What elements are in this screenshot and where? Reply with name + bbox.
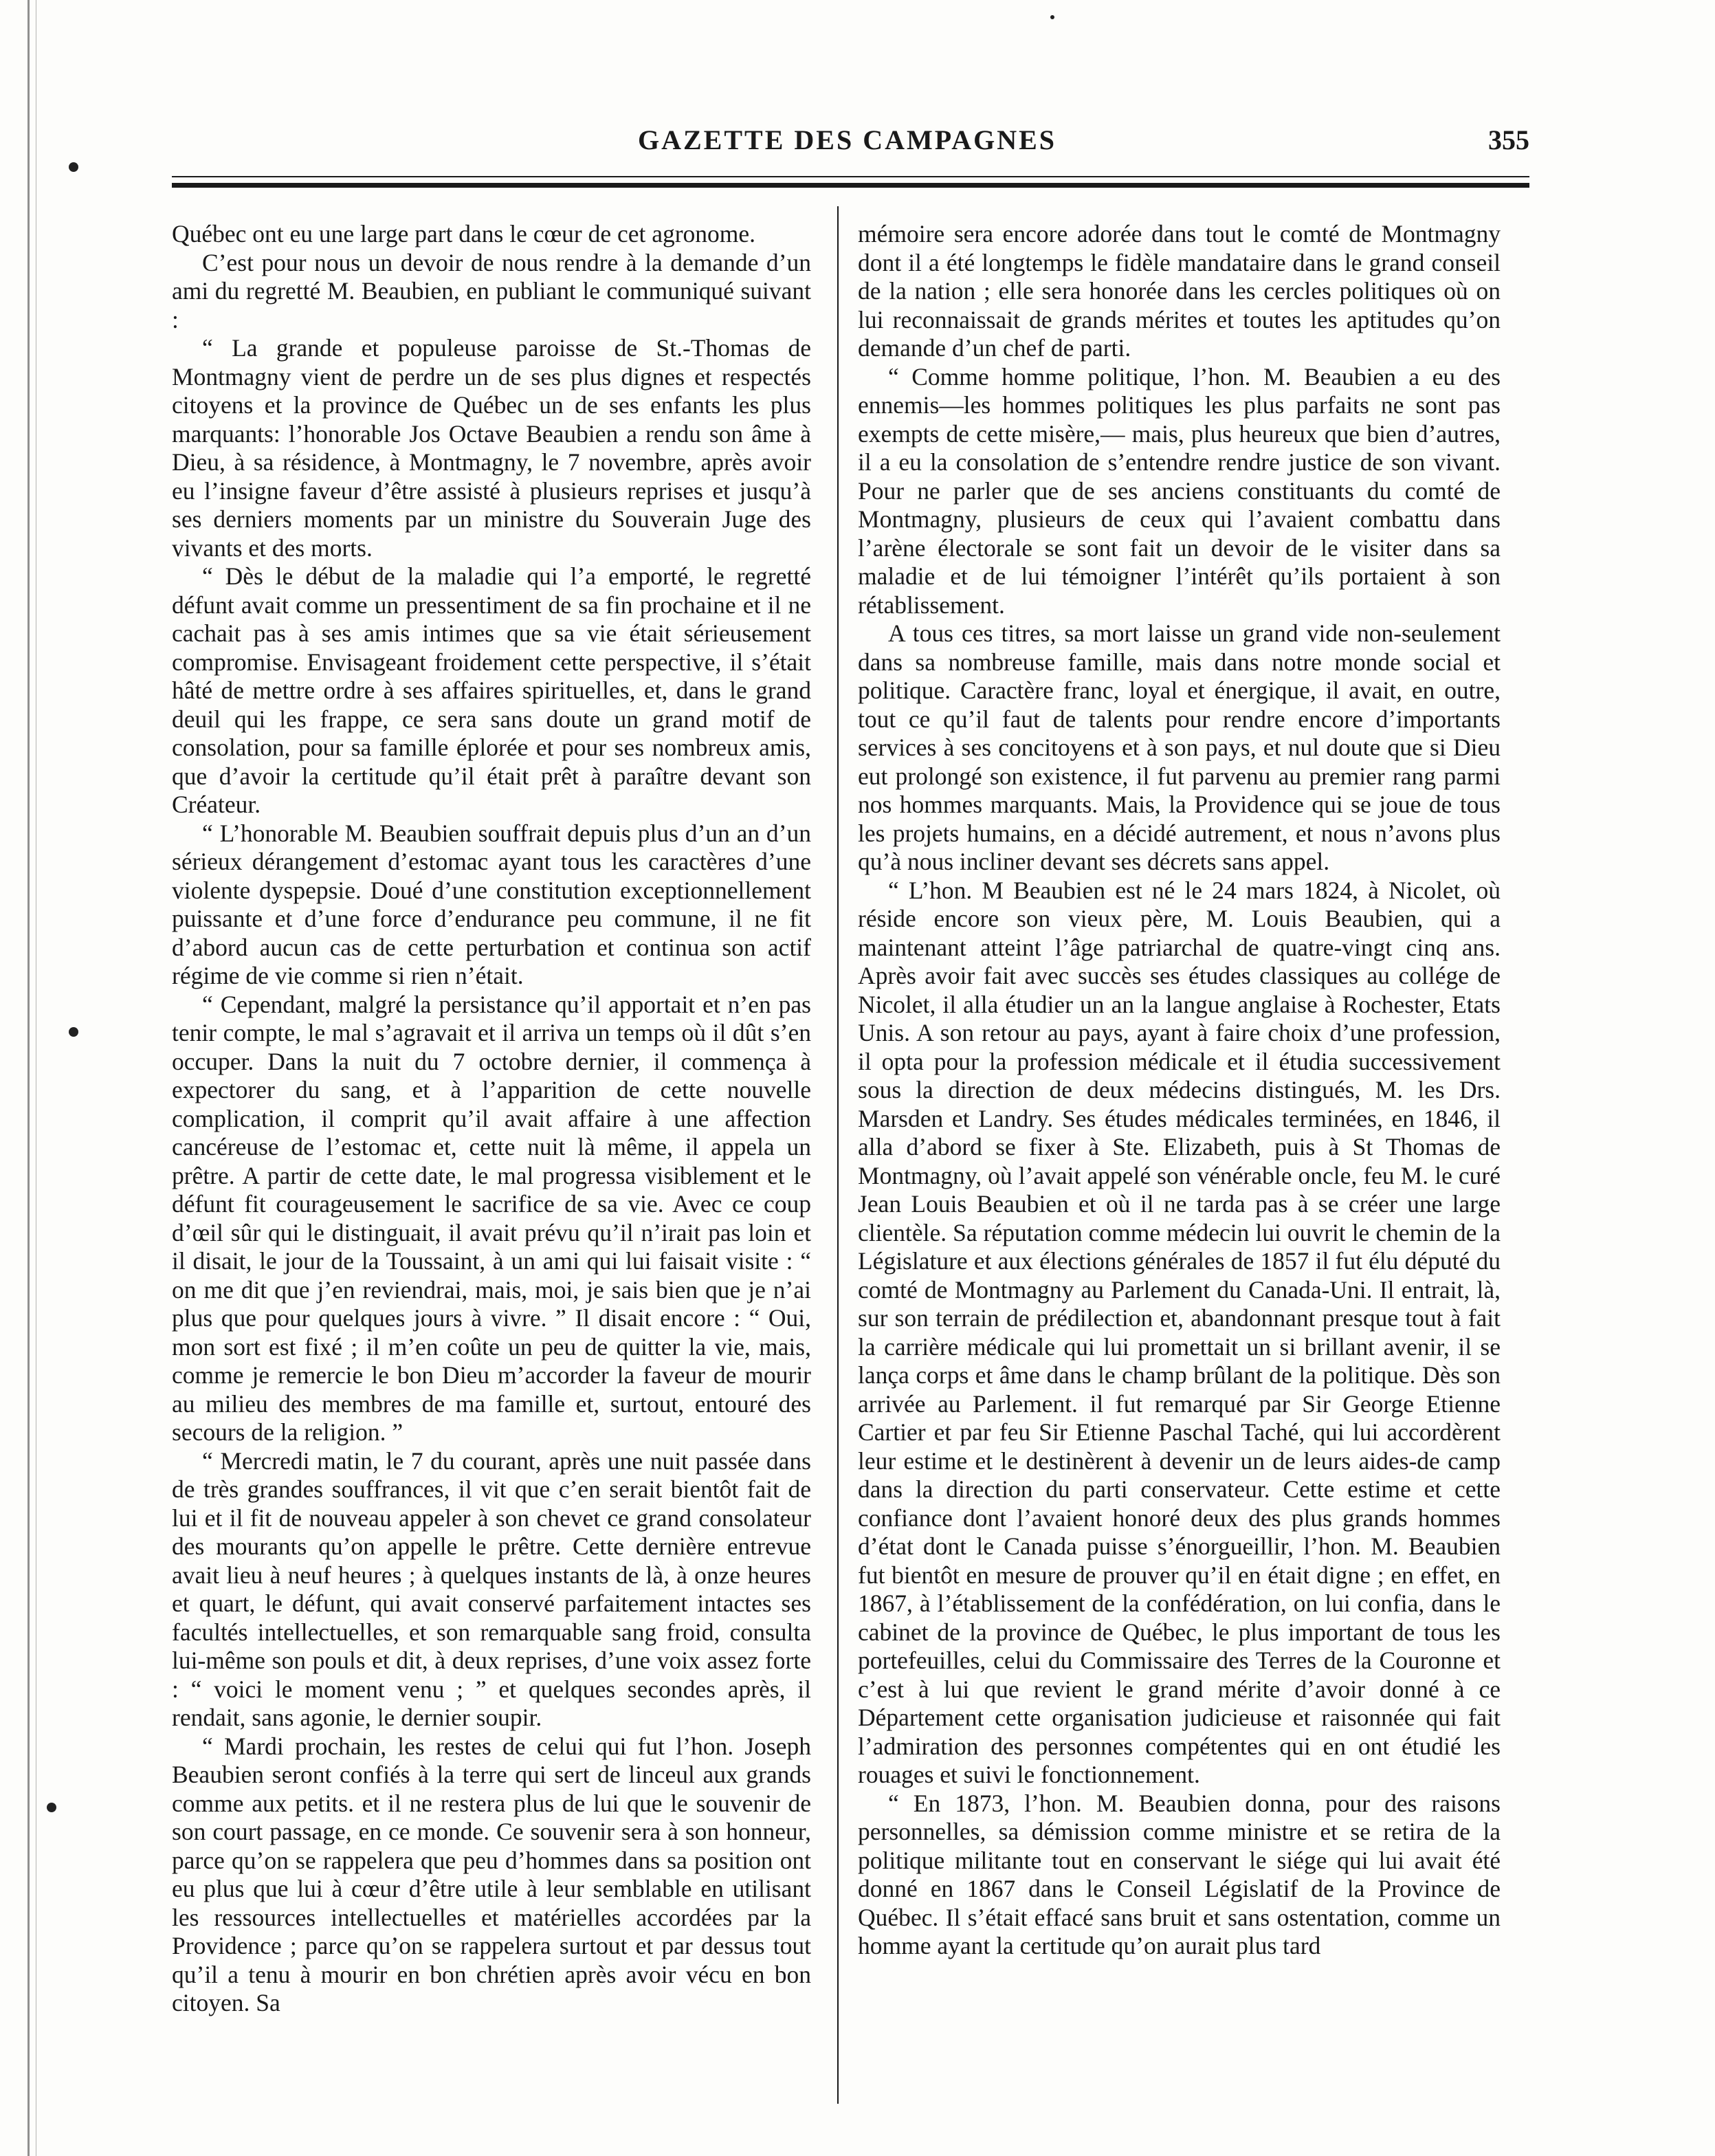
ink-blot-mark xyxy=(1050,15,1054,19)
column-divider xyxy=(837,206,839,2104)
paragraph: “ L’hon. M Beaubien est né le 24 mars 1824, à Nicolet, où réside encore son vieux père, M. Louis Beaubien, qui a maintenant atteint l’âge patriarchal de quatre-vingt cinq ans. Après avoir fait avec succès ses études classiques au collége de Nicolet, il alla étudier un an la langue anglaise à Rochester, Etats Unis. A son retour au pays, ayant à faire choix d’une profession, il opta pour la profession médicale et il étudia successivement sous la direction de deux médecins distingués, M. les Drs. Marsden et Landry. Ses études médicales terminées, en 1846, il alla d’abord se fixer à Ste. Elizabeth, puis à St Thomas de Montmagny, où l’avait appelé son vénérable oncle, feu M. le curé Jean Louis Beaubien et où il ne tarda pas à se créer une large clientèle. Sa réputation comme médecin lui ouvrit le chemin de la Législature et aux élections générales de 1857 il fut élu député du comté de Montmagny au Parlement du Canada-Uni. Il entrait, là, sur son terrain de prédilection et, abandonnant presque tout à fait la carrière médicale qui lui promettait un si brillant avenir, il se lança corps et âme dans le champ brûlant de la politique. Dès son arrivée au Parlement. il fut remarqué par Sir George Etienne Cartier et par feu Sir Etienne Paschal Taché, qui lui accordèrent leur estime et le destinèrent à devenir un de leurs aides-de camp dans la direction du parti conservateur. Cette estime et cette confiance dont l’avaient honoré deux des plus grands hommes d’état dont le Canada puisse s’énorgueillir, l’hon. M. Beaubien fut bientôt en mesure de prouver qu’il en était digne ; en effet, en 1867, à l’établissement de la confédération, on lui confia, dans le cabinet de la province de Québec, le plus important de tous les portefeuilles, celui du Commissaire des Terres de la Couronne et c’est à lui que revient le grand mérite d’avoir donné à ce Département cette organisation judicieuse et raisonnée qui fait l’admiration des personnes compétentes qui en ont étudié les rouages et suivi le fonctionnement. xyxy=(858,876,1501,1788)
header-rule-thick xyxy=(172,183,1529,188)
paragraph: “ L’honorable M. Beaubien souffrait depuis plus d’un an d’un sérieux dérangement d’estomac ayant tous les caractères d’une violente dyspepsie. Doué d’une constitution exceptionnellement puissante et d’une force d’endurance peu commune, il ne fit d’abord aucun cas de cette perturbation et continua son actif régime de vie comme si rien n’était. xyxy=(172,819,811,989)
paragraph: “ Dès le début de la maladie qui l’a emporté, le regretté défunt avait comme un pressentiment de sa fin prochaine et il ne cachait pas à ses amis intimes que sa vie était sérieusement compromise. Envisageant froidement cette perspective, il s’était hâté de mettre ordre à ses affaires spirituelles, et, dans le grand deuil qui les frappe, ce sera sans doute un grand motif de consolation, pour sa famille éplorée et pour ses nombreux amis, que d’avoir la certitude qu’il était prêt à paraître devant son Créateur. xyxy=(172,562,811,818)
ink-blot-mark xyxy=(69,162,78,172)
paragraph: C’est pour nous un devoir de nous rendre à la demande d’un ami du regretté M. Beaubien, en publiant le communiqué suivant : xyxy=(172,248,811,333)
paragraph: “ En 1873, l’hon. M. Beaubien donna, pour des raisons personnelles, sa démission comme ministre et se retira de la politique militante tout en conservant le siége qui lui avait été donné en 1867 dans le Conseil Législatif de la Province de Québec. Il s’était effacé sans bruit et sans ostentation, comme un homme ayant la certitude qu’on aurait plus tard xyxy=(858,1789,1501,1959)
running-header xyxy=(165,124,1529,165)
paragraph: “ Mardi prochain, les restes de celui qui fut l’hon. Joseph Beaubien seront confiés à la terre qui sert de linceul aux grands comme aux petits. et il ne restera plus de lui que le souvenir de son court passage, en ce monde. Ce souvenir sera à son honneur, parce qu’on se rappelera que peu d’hommes dans sa position ont eu plus que lui à cœur d’être utile à leur semblable en utilisant les ressources intellectuelles et matérielles accordées par la Providence ; parce qu’on se rappelera surtout et par dessus tout qu’il a tenu à mourir en bon chrétien après avoir vécu en bon citoyen. Sa xyxy=(172,1732,811,2016)
paragraph: “ Comme homme politique, l’hon. M. Beaubien a eu des ennemis—les hommes politiques les plus parfaits ne sont pas exempts de cette misère,— mais, plus heureux que bien d’autres, il a eu la consolation de s’entendre rendre justice de son vivant. Pour ne parler que de ses anciens constituants du comté de Montmagny, plusieurs de ceux qui l’avaient combattu dans l’arène électorale se sont fait un devoir de le visiter dans sa maladie et de lui témoigner l’intérêt qu’ils portaient à son rétablissement. xyxy=(858,362,1501,619)
paragraph: “ La grande et populeuse paroisse de St.-Thomas de Montmagny vient de perdre un de ses plus dignes et respectés citoyens et la province de Québec un de ses enfants les plus marquants: l’honorable Jos Octave Beaubien a rendu son âme à Dieu, à sa résidence, à Montmagny, le 7 novembre, après avoir eu l’insigne faveur d’être assisté à plusieurs reprises et jusqu’à ses derniers moments par un ministre du Souverain Juge des vivants et des morts. xyxy=(172,334,811,562)
right-column xyxy=(858,220,1501,1961)
paragraph: mémoire sera encore adorée dans tout le comté de Montmagny dont il a été longtemps le fidèle mandataire dans le grand conseil de la nation ; elle sera honorée dans les cercles politiques où on lui reconnaissait de grands mérites et toutes les aptitudes qu’on demande d’un chef de parti. xyxy=(858,220,1501,362)
running-title: GAZETTE DES CAMPAGNES xyxy=(637,124,1056,155)
paragraph: “ Cependant, malgré la persistance qu’il apportait et n’en pas tenir compte, le mal s’agravait et il arriva un temps où il dût s’en occuper. Dans la nuit du 7 octobre dernier, il commença à expectorer du sang, et à l’apparition de cette nouvelle complication, il comprit qu’il avait affaire à une affection cancéreuse de l’estomac et, cette nuit là même, il appela un prêtre. A partir de cette date, le mal progressa visiblement et le défunt fit courageusement le sacrifice de sa vie. Avec ce coup d’œil sûr qui le distinguait, il avait prévu qu’il n’irait pas loin et il disait, le jour de la Toussaint, à un ami qui lui faisait visite : “ on me dit que j’en reviendrai, mais, moi, je sais bien que je n’ai plus que pour quelques jours à vivre. ” Il disait encore : “ Oui, mon sort est fixé ; il m’en coûte un peu de quitter la vie, mais, comme je remercie le bon Dieu m’accorder la faveur de mourir au milieu des membres de ma famille et, surtout, entouré des secours de la religion. ” xyxy=(172,990,811,1446)
binding-edge-line xyxy=(27,0,30,2156)
header-rule-thin xyxy=(172,176,1529,177)
paragraph: “ Mercredi matin, le 7 du courant, après une nuit passée dans de très grandes souffrances, il vit que c’en serait bientôt fait de lui et il fit de nouveau appeler à son chevet ce grand consolateur des mourants qu’on appelle le prêtre. Cette dernière entrevue avait lieu à neuf heures ; à quelques instants de là, à onze heures et quart, le défunt, qui avait conservé parfaitement intactes ses facultés intellectuelles, et son remarquable sang froid, consulta lui-même son pouls et dit, à deux reprises, d’une voix assez forte : “ voici le moment venu ; ” et quelques secondes après, il rendait, sans agonie, le dernier soupir. xyxy=(172,1446,811,1731)
ink-blot-mark xyxy=(47,1803,56,1812)
page-number: 355 xyxy=(1488,124,1529,155)
ink-blot-mark xyxy=(69,1027,78,1037)
paragraph: Québec ont eu une large part dans le cœur de cet agronome. xyxy=(172,220,756,248)
left-column xyxy=(172,220,811,2018)
paragraph: A tous ces titres, sa mort laisse un grand vide non-seulement dans sa nombreuse famille, mais dans notre monde social et politique. Caractère franc, loyal et énergique, il avait, en outre, tout ce qu’il faut de talents pour rendre encore d’importants services à ses concitoyens et à son pays, et nul doute que si Dieu eut prolongé son existence, il fut parvenu au premier rang parmi nos hommes marquants. Mais, la Providence qui se joue de tous les projets humains, en a décidé autrement, et nous n’avons plus qu’à nous incliner devant ses décrets sans appel. xyxy=(858,619,1501,875)
